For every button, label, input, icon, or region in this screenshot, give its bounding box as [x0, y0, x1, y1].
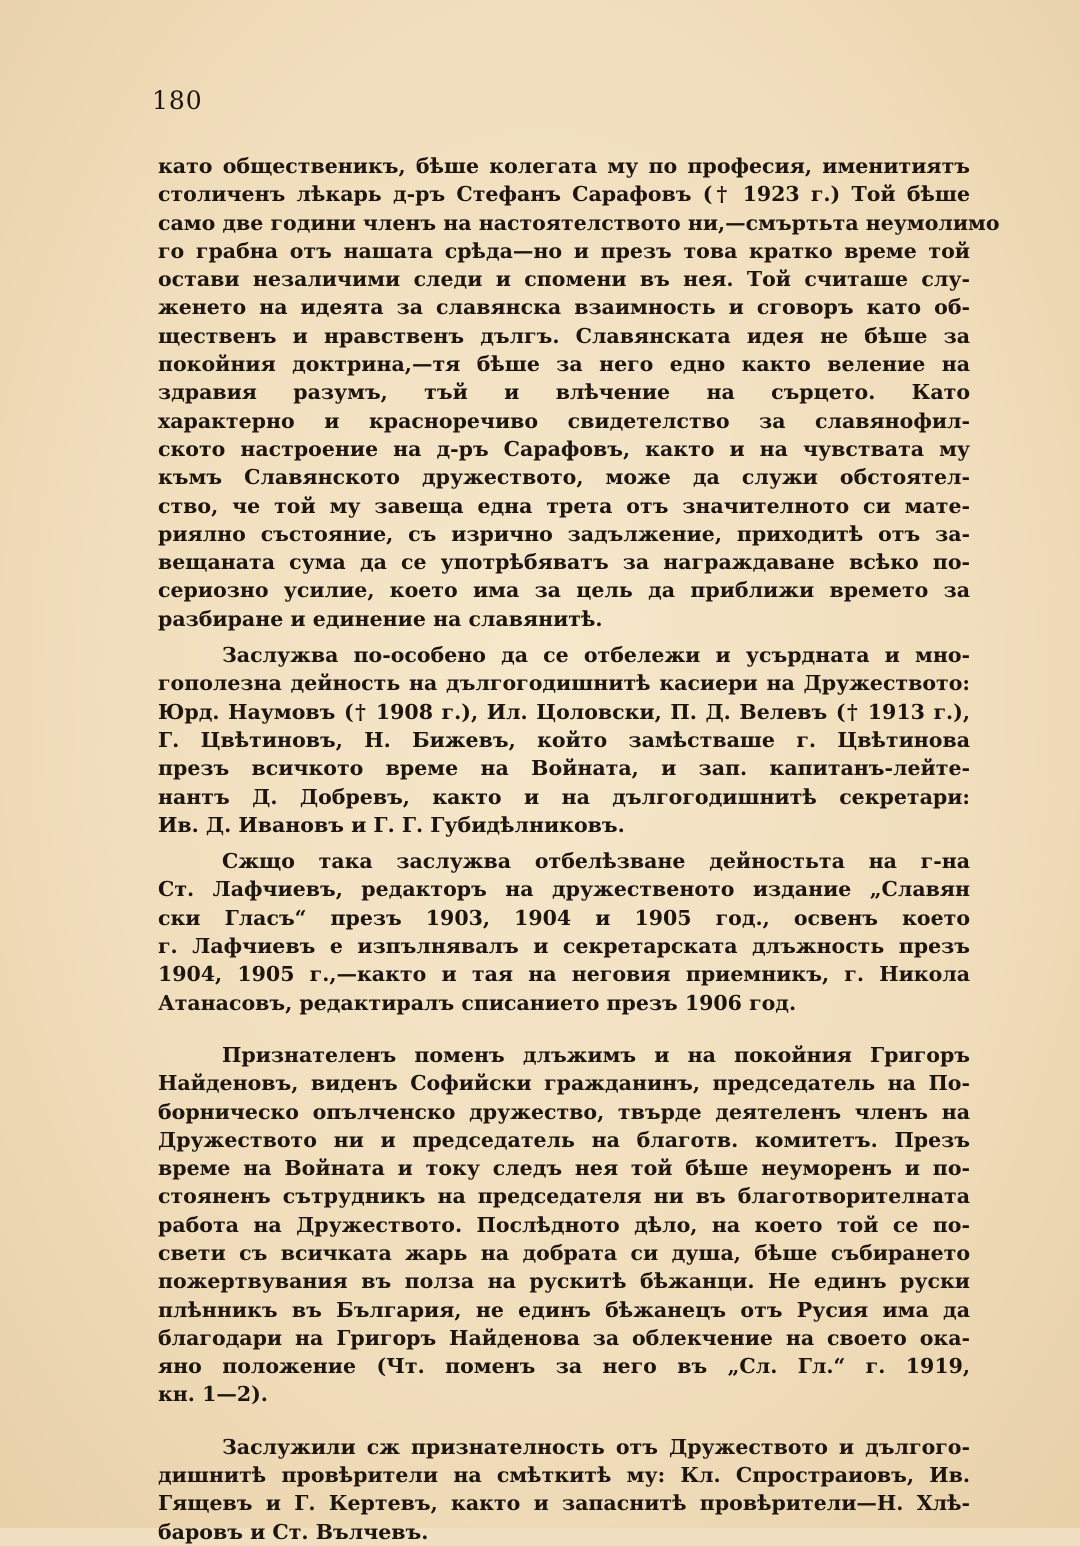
text-line: борническо опълченско дружество, твърде деятеленъ членъ на: [158, 1099, 970, 1124]
text-line: столиченъ лѣкарь д-ръ Стефанъ Сарафовъ († 1923 г.) Той бѣше: [158, 182, 970, 207]
text-line: риялно състояние, съ изрично задължение, приходитѣ отъ за-: [158, 521, 970, 546]
text-line: дишнитѣ провѣрители на смѣткитѣ му: Кл. Спростраиовъ, Ив.: [158, 1463, 970, 1488]
text-line: нантъ Д. Добревъ, както и на дългогодишнитѣ секретари:: [158, 784, 970, 809]
text-line: пожертвувания въ полза на рускитѣ бѣжанци. Не единъ руски: [158, 1269, 970, 1294]
text-line: Сжщо така заслужва отбелѣзване дейностьта на г-на: [222, 849, 970, 874]
text-line: щественъ и нравственъ дългъ. Славянската идея не бѣше за: [158, 323, 970, 348]
text-line: характерно и красноречиво свидетелство за славянофил-: [158, 408, 970, 433]
text-line: вещаната сума да се употрѣбяватъ за награждаване всѣко по-: [158, 550, 970, 575]
text-line: остави незаличими следи и спомени въ нея. Той считаше слу-: [158, 267, 970, 292]
paragraph-gap: [158, 1409, 970, 1433]
text-line: покойния доктрина,—тя бѣше за него едно както веление на: [158, 352, 970, 377]
text-line: време на Войната и току следъ нея той бѣше неуморенъ и по-: [158, 1156, 970, 1181]
text-line: баровъ и Ст. Вълчевъ.: [158, 1519, 429, 1544]
text-line: кн. 1—2).: [158, 1382, 268, 1407]
text-line: Дружеството ни и председатель на благотв. комитетъ. Презъ: [158, 1127, 970, 1152]
text-line: разбиране и единение на славянитѣ.: [158, 606, 603, 631]
text-line: го грабна отъ нашата срѣда—но и презъ това кратко време той: [158, 238, 970, 263]
text-line: само две години членъ на настоятелството ни,—смъртьта неумолимо: [158, 210, 1000, 235]
text-line: Найденовъ, виденъ Софийски гражданинъ, председатель на По-: [158, 1071, 970, 1096]
text-line: Атанасовъ, редактиралъ списанието презъ 1906 год.: [158, 990, 797, 1015]
text-line: Признателенъ поменъ длъжимъ и на покойния Григоръ: [222, 1042, 970, 1067]
page-number: 180: [152, 86, 203, 115]
text-line: презъ всичкото време на Войната, и зап. капитанъ-лейте-: [158, 756, 970, 781]
body-text: [158, 152, 1000, 1546]
text-line: г. Лафчиевъ е изпълнявалъ и секретарската длъжность презъ: [158, 934, 970, 959]
paragraph-gap: [158, 1017, 970, 1041]
text-line: ски Гласъ“ презъ 1903, 1904 и 1905 год., освенъ което: [158, 905, 970, 930]
text-line: Ст. Лафчиевъ, редакторъ на дружественото издание „Славян: [158, 877, 970, 902]
text-line: женето на идеята за славянска взаимность и сговоръ като об-: [158, 295, 970, 320]
text-line: благодари на Григоръ Найденова за облекчение на своето ока-: [158, 1325, 970, 1350]
text-line: сериозно усилие, което има за цель да приближи времето за: [158, 578, 970, 603]
text-line: свети съ всичката жарь на добрата си душа, бѣше събирането: [158, 1240, 970, 1265]
paragraph-1: [158, 152, 1000, 633]
text-line: 1904, 1905 г.,—както и тая на неговия приемникъ, г. Никола: [158, 962, 970, 987]
text-line: ското настроение на д-ръ Сарафовъ, както и на чувствата му: [158, 436, 970, 461]
text-line: плѣнникъ въ България, не единъ бѣжанецъ отъ Русия има да: [158, 1297, 970, 1322]
text-line: стояненъ сътрудникъ на председателя ни въ благотворителната: [158, 1184, 970, 1209]
text-line: гополезна дейность на дългогодишнитѣ касиери на Дружеството:: [158, 671, 970, 696]
text-line: като общественикъ, бѣше колегата му по професия, именитиятъ: [158, 154, 970, 178]
paragraph-3: [158, 847, 970, 1017]
text-line: работа на Дружеството. Послѣдното дѣло, на което той се по-: [158, 1212, 970, 1237]
text-line: Заслужили сж признателность отъ Дружеството и дългого-: [222, 1434, 970, 1459]
text-line: Г. Цвѣтиновъ, Н. Бижевъ, който замѣстваше г. Цвѣтинова: [158, 727, 970, 752]
paragraph-4: [158, 1041, 970, 1409]
paragraph-gap: [158, 839, 970, 847]
text-line: Заслужва по-особено да се отбележи и усърдната и мно-: [222, 643, 970, 668]
text-line: Гящевъ и Г. Кертевъ, както и запаснитѣ провѣрители—Н. Хлѣ-: [158, 1491, 970, 1516]
paragraph-gap: [158, 633, 970, 641]
text-line: ство, че той му завеща една трета отъ значителното си мате-: [158, 493, 970, 518]
paragraph-2: [158, 641, 970, 839]
text-line: Юрд. Наумовъ († 1908 г.), Ил. Цоловски, П. Д. Велевъ († 1913 г.),: [158, 699, 970, 724]
text-line: яно положение (Чт. поменъ за него въ „Сл. Гл.“ г. 1919,: [158, 1354, 970, 1379]
text-line: здравия разумъ, тъй и влѣчение на сърцето. Като: [158, 380, 970, 405]
paragraph-5: [158, 1433, 970, 1546]
text-line: Ив. Д. Ивановъ и Г. Г. Губидѣлниковъ.: [158, 812, 625, 837]
text-line: къмъ Славянското дружеството, може да служи обстоятел-: [158, 465, 970, 490]
